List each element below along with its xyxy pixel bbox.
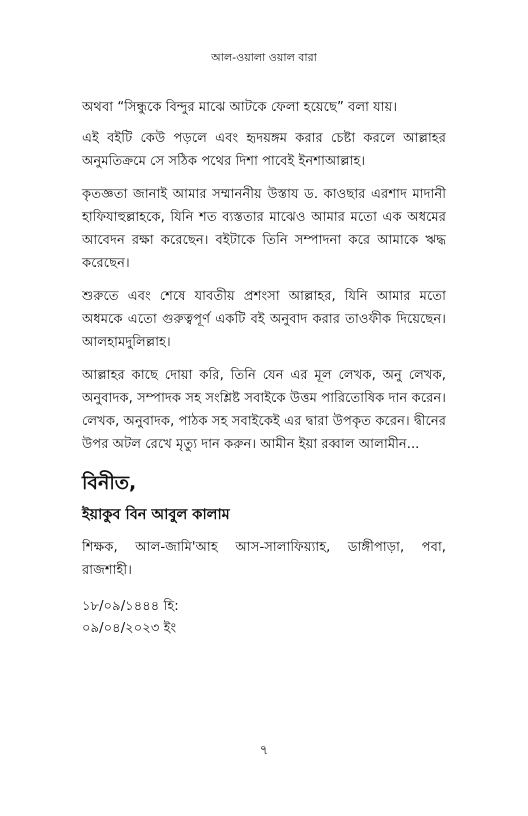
date-gregorian: ০৯/০৪/২০২৩ ইং (82, 621, 177, 636)
author-name: ইয়াকুব বিন আবুল কালাম (82, 507, 230, 523)
closing-block (82, 470, 446, 640)
author-affiliation: শিক্ষক, আল-জামি'আহ আস-সালাফিয়্যাহ, ডাঙ্গীপাড়া, পবা, রাজশাহী। (82, 540, 446, 578)
closing-salutation: বিনীত, (82, 472, 137, 494)
running-header: আল-ওয়ালা ওয়াল বারা (211, 51, 317, 64)
date-hijri: ১৮/০৯/১৪৪৪ হি: (82, 599, 179, 614)
paragraph-3: কৃতজ্ঞতা জানাই আমার সম্মাননীয় উস্তায ড. কাওছার এরশাদ মাদানী হাফিযাহুল্লাহকে, যিনি শত ব্যস্ততার মাঝেও আমার মতো এক অধমের আবেদন রক্ষা করেছেন। বইটাকে তিনি সম্পাদনা করে আমাকে ঋদ্ধ করেছেন। (82, 187, 446, 271)
paragraph-4: শুরুতে এবং শেষে যাবতীয় প্রশংসা আল্লাহর, যিনি আমার মতো অধমকে এতো গুরুত্বপূর্ণ একটি বই অনুবাদ করার তাওফীক দিয়েছেন। আলহামদুলিল্লাহ। (82, 289, 446, 350)
paragraph-2: এই বইটি কেউ পড়লে এবং হৃদয়ঙ্গম করার চেষ্টা করলে আল্লাহর অনুমতিক্রমে সে সঠিক পথের দিশা পাবেই ইনশাআল্লাহ। (82, 131, 446, 169)
paragraph-5: আল্লাহর কাছে দোয়া করি, তিনি যেন এর মূল লেখক, অনু লেখক, অনুবাদক, সম্পাদক সহ সংশ্লিষ্ট সবাইকে উত্তম পারিতোষিক দান করেন। লেখক, অনুবাদক, পাঠক সহ সবাইকেই এর দ্বারা উপকৃত করেন। দ্বীনের উপর অটল রেখে মৃত্যু দান করুন। আমীন ইয়া রব্বাল আলামীন... (82, 368, 446, 452)
page-number: ৭ (259, 743, 269, 758)
page-body (82, 96, 446, 640)
paragraph-1: অথবা “সিন্ধুকে বিন্দুর মাঝে আটকে ফেলা হয়েছে” বলা যায়। (82, 100, 398, 115)
